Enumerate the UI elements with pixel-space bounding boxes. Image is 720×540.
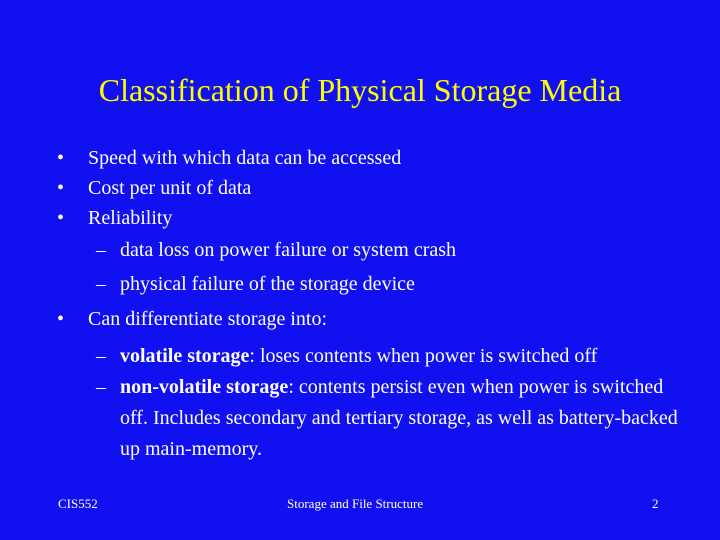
sub-bullet-text: physical failure of the storage device: [120, 273, 415, 295]
bullet-cost: [57, 178, 251, 198]
bullet-marker: •: [57, 177, 65, 199]
dash-marker: –: [96, 376, 106, 398]
sub-bullet-data-loss: [96, 240, 456, 260]
bullet-marker: •: [57, 207, 65, 229]
bullet-marker: •: [57, 147, 65, 169]
dash-marker: –: [96, 345, 106, 367]
sub-bullet-nonvolatile: [96, 372, 696, 465]
dash-marker: –: [96, 239, 106, 261]
bullet-reliability: [57, 208, 172, 228]
bullet-differentiate: [57, 309, 327, 329]
slide-title: Classification of Physical Storage Media: [98, 72, 622, 108]
dash-marker: –: [96, 273, 106, 295]
bullet-marker: •: [57, 308, 65, 330]
bullet-speed: [57, 148, 401, 168]
volatile-term: volatile storage: [120, 345, 250, 367]
sub-bullet-volatile: [96, 346, 597, 366]
sub-bullet-text: data loss on power failure or system crash: [120, 239, 457, 261]
footer-topic: Storage and File Structure: [287, 496, 424, 511]
bullet-text: Speed with which data can be accessed: [88, 147, 402, 169]
nonvolatile-text: [120, 372, 690, 465]
footer-course: CIS552: [58, 496, 98, 511]
bullet-text: Can differentiate storage into:: [88, 308, 327, 330]
sub-bullet-physical-failure: [96, 274, 415, 294]
volatile-desc: : loses contents when power is switched off: [249, 345, 598, 367]
page-number: 2: [652, 496, 659, 511]
bullet-text: Cost per unit of data: [88, 177, 252, 199]
bullet-text: Reliability: [88, 207, 173, 229]
nonvolatile-term: non-volatile storage: [120, 376, 289, 398]
nonvolatile-desc: : contents persist even when power is switched off. Includes secondary and tertiary storage, as well as battery-backed up main-memory.: [120, 376, 678, 460]
